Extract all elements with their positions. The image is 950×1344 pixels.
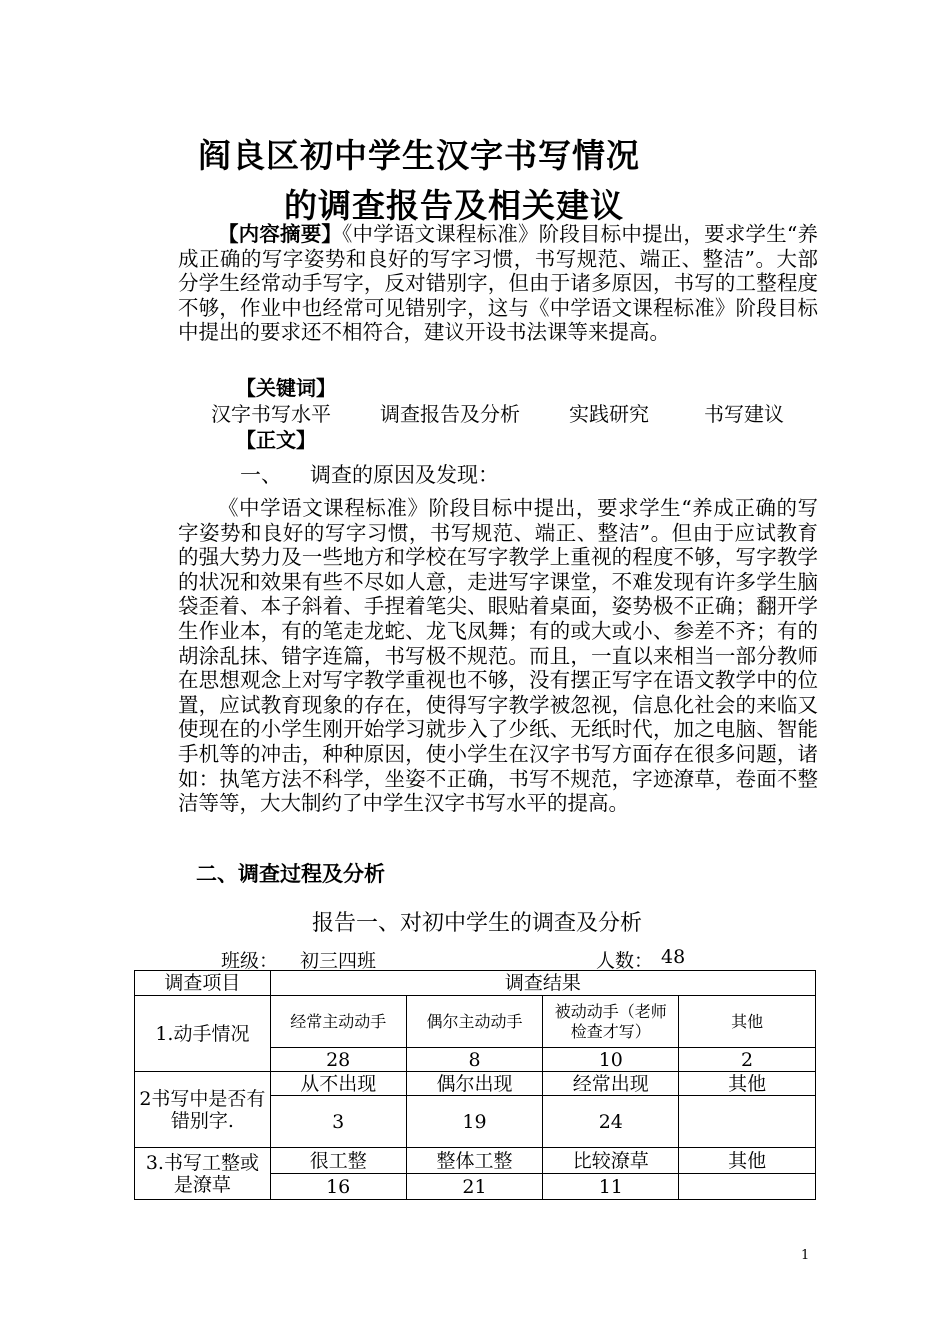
- class-label: 班级：: [221, 950, 279, 972]
- table-value-cell: 16: [270, 1174, 406, 1200]
- section-1-paragraph: 《中学语文课程标准》阶段目标中提出，要求学生“养成正确的写字姿势和良好的写字习惯，书写规范、端正、整洁”。但由于应试教育的强大势力及一些地方和学校在写字教学上重视的程度不够，写字教学的状况和效果有些不尽如人意，走进写字课堂，不难发现有许多学生脑袋歪着、本子斜着、手捏着笔尖、眼贴着桌面，姿势极不正确；翻开学生作业本，有的笔走龙蛇、龙飞凤舞；有的或大或小、参差不齐；有的胡涂乱抹、错字连篇，书写极不规范。而且，一直以来相当一部分教师在思想观念上对写字教学重视也不够，没有摆正写字在语文教学中的位置，应试教育现象的存在，使得写字教学被忽视，信息化社会的来临又使现在的小学生刚开始学习就步入了少纸、无纸时代，加之电脑、智能手机等的冲击，种种原因，使小学生在汉字书写方面存在很多问题，诸如：执笔方法不科学，坐姿不正确，书写不规范，字迹潦草，卷面不整洁等等，大大制约了中学生汉字书写水平的提高。: [178, 496, 818, 816]
- table-value-cell: 21: [406, 1174, 543, 1200]
- table-option-cell: 其他: [679, 1072, 816, 1096]
- class-value: 初三四班: [300, 950, 377, 972]
- section-1-title: 调查的原因及发现：: [310, 463, 499, 487]
- title-line-1: 阎良区初中学生汉字书写情况: [198, 136, 640, 175]
- table-option-cell: 被动动手（老师检查才写）: [543, 996, 679, 1048]
- table-row: [135, 1072, 816, 1096]
- table-option-cell: 其他: [679, 996, 816, 1048]
- section-1-heading: [240, 459, 499, 489]
- table-item-cell: 1.动手情况: [135, 996, 271, 1072]
- table-option-cell: 偶尔出现: [406, 1072, 543, 1096]
- survey-table: [134, 970, 816, 1200]
- table-option-cell: 经常出现: [543, 1072, 679, 1096]
- page-number: 1: [801, 1248, 810, 1263]
- count-label: 人数：: [596, 950, 654, 972]
- table-header-row: [135, 971, 816, 996]
- table-value-cell: 19: [406, 1096, 543, 1148]
- table-value-cell: 3: [270, 1096, 406, 1148]
- keywords-label: 【关键词】: [236, 376, 336, 400]
- abstract-label: 【内容摘要】: [218, 222, 343, 246]
- keyword-item: 调查报告及分析: [380, 402, 520, 426]
- keyword-item: 实践研究: [569, 402, 649, 426]
- table-header-item: 调查项目: [135, 971, 271, 996]
- table-option-cell: 比较潦草: [543, 1148, 679, 1174]
- abstract-paragraph: [178, 222, 818, 345]
- table-value-cell: 2: [679, 1048, 816, 1072]
- table-option-cell: 从不出现: [270, 1072, 406, 1096]
- table-row: [135, 1148, 816, 1174]
- table-option-cell: 其他: [679, 1148, 816, 1174]
- table-value-cell: 8: [406, 1048, 543, 1072]
- abstract-text: 《中学语文课程标准》阶段目标中提出，要求学生“养成正确的写字姿势和良好的写字习惯，书写规范、端正、整洁”。大部分学生经常动手写字，反对错别字，但由于诸多原因，书写的工整程度不够，作业中也经常可见错别字，这与《中学语文课程标准》阶段目标中提出的要求还不相符合，建议开设书法课等来提高。: [178, 222, 818, 344]
- table-row: [135, 996, 816, 1048]
- table-header-result: 调查结果: [270, 971, 815, 996]
- table-value-cell: 10: [543, 1048, 679, 1072]
- table-option-cell: 很工整: [270, 1148, 406, 1174]
- table-option-cell: 经常主动动手: [270, 996, 406, 1048]
- report-title: 报告一、对初中学生的调查及分析: [312, 911, 643, 936]
- table-value-cell: 11: [543, 1174, 679, 1200]
- table-item-cell: 2书写中是否有错别字.: [135, 1072, 271, 1148]
- body-label: 【正文】: [236, 428, 316, 452]
- section-1-number: 一、: [240, 463, 282, 487]
- table-option-cell: 整体工整: [406, 1148, 543, 1174]
- keyword-item: 汉字书写水平: [211, 402, 331, 426]
- table-value-cell: [679, 1096, 816, 1148]
- table-value-cell: 24: [543, 1096, 679, 1148]
- keyword-item: 书写建议: [704, 402, 784, 426]
- table-item-cell: 3.书写工整或是潦草: [135, 1148, 271, 1200]
- table-option-cell: 偶尔主动动手: [406, 996, 543, 1048]
- table-value-cell: [679, 1174, 816, 1200]
- title-line-2: 的调查报告及相关建议: [284, 186, 624, 225]
- section-2-heading: 二、调查过程及分析: [196, 862, 385, 886]
- table-value-cell: 28: [270, 1048, 406, 1072]
- count-value: 48: [661, 946, 686, 968]
